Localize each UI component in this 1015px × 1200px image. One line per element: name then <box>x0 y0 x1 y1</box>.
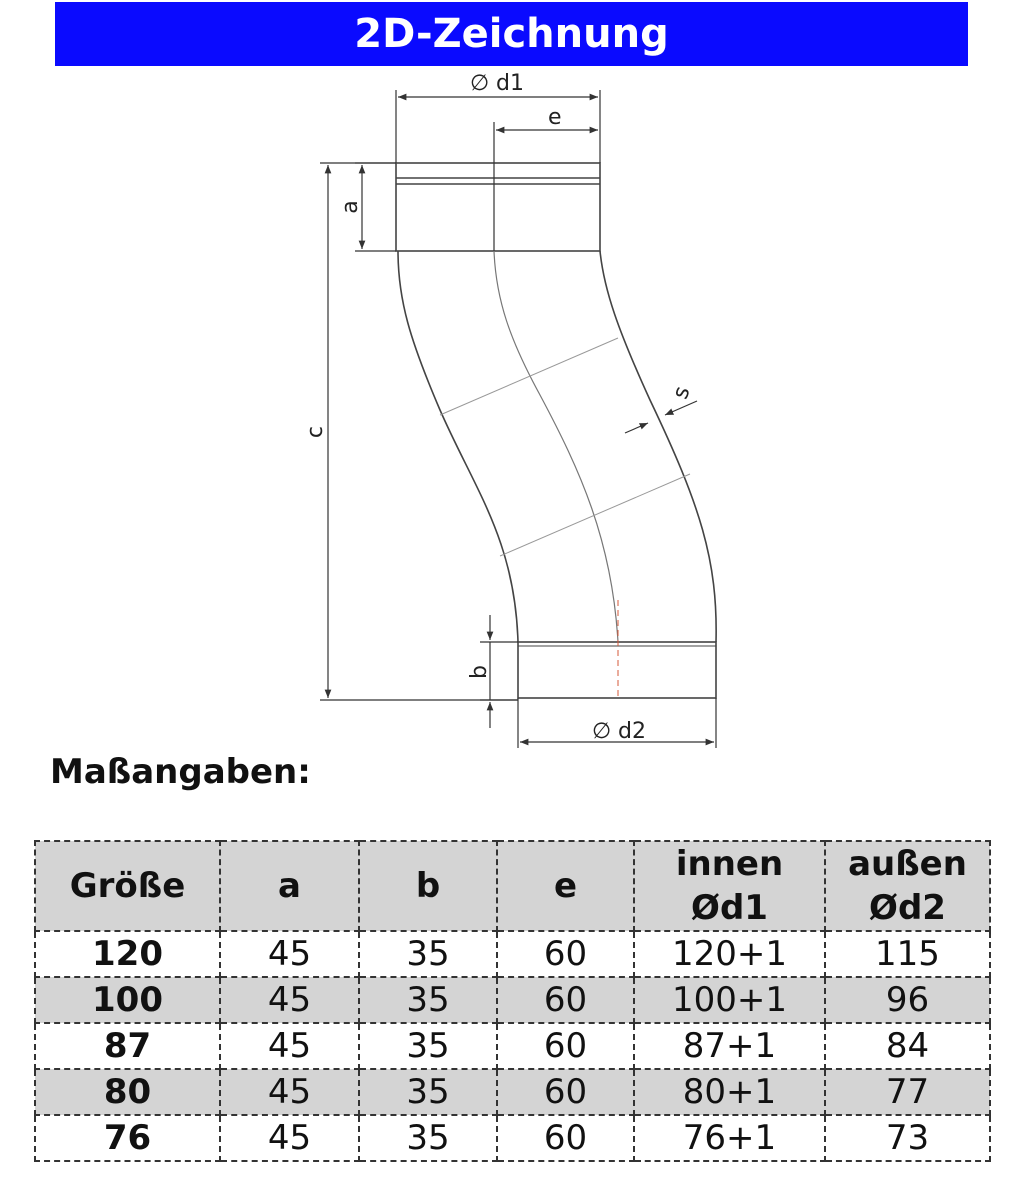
cell-b: 35 <box>359 977 497 1023</box>
dimension-s <box>625 401 697 433</box>
d1-label: d1 <box>496 71 524 96</box>
pipe-inner-curve <box>494 251 618 642</box>
cell-size: 87 <box>35 1023 220 1069</box>
cell-size: 80 <box>35 1069 220 1115</box>
dimension-d2 <box>518 698 716 748</box>
table-row <box>35 977 990 1023</box>
dimension-e <box>494 122 598 251</box>
a-label: a <box>338 200 363 214</box>
cell-d2: 84 <box>825 1023 990 1069</box>
cell-d1: 100+1 <box>634 977 825 1023</box>
cell-a: 45 <box>220 931 359 977</box>
dimension-d1 <box>396 90 600 163</box>
dimension-c <box>320 163 518 700</box>
section-lines <box>440 338 690 556</box>
cell-d2: 77 <box>825 1069 990 1115</box>
cell-b: 35 <box>359 1069 497 1115</box>
cell-a: 45 <box>220 977 359 1023</box>
cell-e: 60 <box>497 1115 634 1161</box>
pipe-outline <box>396 163 716 698</box>
d2-label: d2 <box>618 719 646 744</box>
cell-b: 35 <box>359 1115 497 1161</box>
pipe-right-wall <box>600 251 716 642</box>
page-title-banner <box>55 2 968 66</box>
cell-d2: 73 <box>825 1115 990 1161</box>
column-header-inner-d1: innen Ød1 <box>634 841 825 931</box>
page-title: 2D-Zeichnung <box>354 11 669 57</box>
d2-diameter-symbol: ∅ <box>592 719 612 744</box>
d1-diameter-symbol: ∅ <box>470 71 490 96</box>
c-label: c <box>303 425 328 439</box>
section-line-1 <box>440 338 618 415</box>
cell-size: 76 <box>35 1115 220 1161</box>
cell-e: 60 <box>497 931 634 977</box>
top-sleeve <box>396 163 600 251</box>
column-header-e: e <box>497 841 634 931</box>
section-line-2 <box>500 474 690 556</box>
e-label: e <box>548 105 562 130</box>
table-row <box>35 931 990 977</box>
column-header-b: b <box>359 841 497 931</box>
cell-a: 45 <box>220 1023 359 1069</box>
cell-d2: 96 <box>825 977 990 1023</box>
table-row <box>35 1023 990 1069</box>
column-header-outer-d2: außen Ød2 <box>825 841 990 931</box>
s-label: s <box>668 383 696 403</box>
table-row <box>35 1115 990 1161</box>
b-label: b <box>467 665 492 679</box>
bottom-sleeve <box>518 642 716 698</box>
cell-a: 45 <box>220 1069 359 1115</box>
technical-drawing <box>0 66 1015 756</box>
cell-b: 35 <box>359 931 497 977</box>
column-header-size: Größe <box>35 841 220 931</box>
cell-e: 60 <box>497 1069 634 1115</box>
cell-a: 45 <box>220 1115 359 1161</box>
dimensions-table <box>34 840 991 1162</box>
cell-d1: 120+1 <box>634 931 825 977</box>
pipe-left-wall <box>398 251 518 642</box>
cell-b: 35 <box>359 1023 497 1069</box>
section-title: Maßangaben: <box>50 752 311 792</box>
column-header-a: a <box>220 841 359 931</box>
cell-e: 60 <box>497 977 634 1023</box>
cell-e: 60 <box>497 1023 634 1069</box>
cell-d1: 76+1 <box>634 1115 825 1161</box>
cell-d1: 80+1 <box>634 1069 825 1115</box>
table-row <box>35 1069 990 1115</box>
cell-d1: 87+1 <box>634 1023 825 1069</box>
table-header-row <box>35 841 990 931</box>
cell-size: 100 <box>35 977 220 1023</box>
cell-size: 120 <box>35 931 220 977</box>
cell-d2: 115 <box>825 931 990 977</box>
